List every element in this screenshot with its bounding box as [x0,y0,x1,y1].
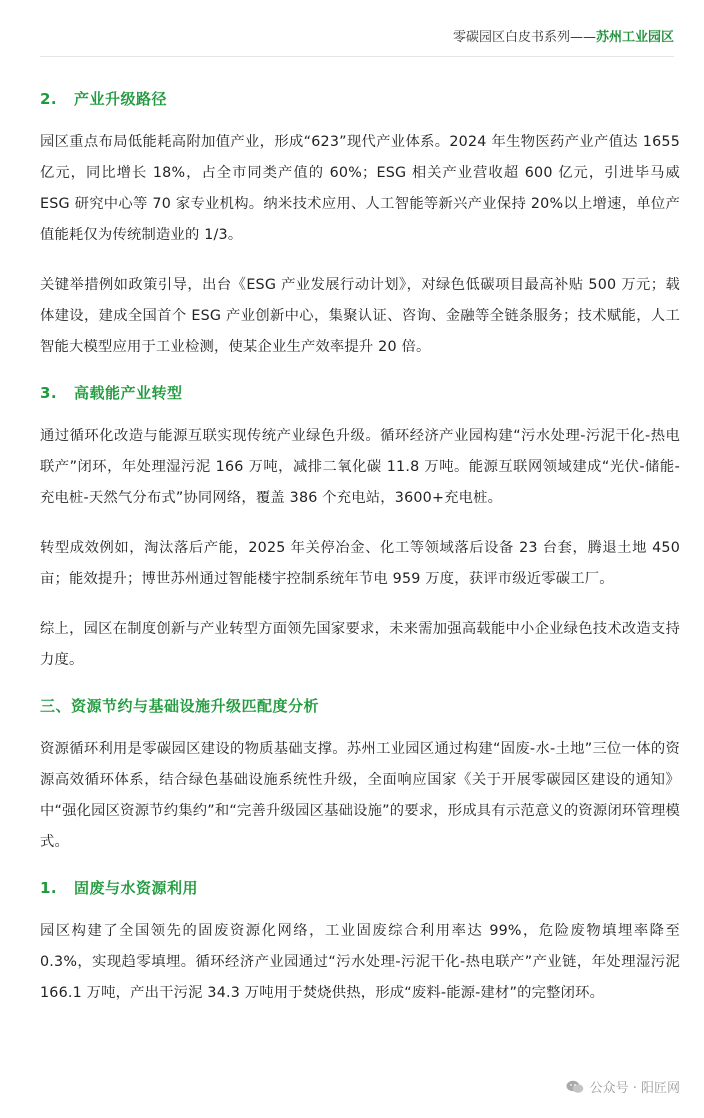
paragraph: 转型成效例如，淘汰落后产能，2025 年关停冶金、化工等领域落后设备 23 台套，腾退土地 450 亩；能效提升；博世苏州通过智能楼宇控制系统年节电 959 万度，获评市级近零碳工厂。 [40,540,680,587]
heading-industry-upgrade: 2. 产业升级路径 [40,90,168,108]
document-body [40,88,680,1028]
header-series: 零碳园区白皮书系列—— [452,30,596,45]
header-highlight: 苏州工业园区 [595,30,674,45]
paragraph: 园区重点布局低能耗高附加值产业，形成“623”现代产业体系。2024 年生物医药产业产值达 1655 亿元，同比增长 18%，占全市同类产值的 60%；ESG 相关产业营收超 600 亿元，引进毕马威 ESG 研究中心等 70 家专业机构。纳米技术应用、人工智能等新兴产业保持 20%以上增速，单位产值能耗仅为传统制造业的 1/3。 [40,134,680,243]
wechat-icon [566,1080,584,1094]
paragraph: 通过循环化改造与能源互联实现传统产业绿色升级。循环经济产业园构建“污水处理-污泥干化-热电联产”闭环，年处理湿污泥 166 万吨，减排二氧化碳 11.8 万吨。能源互联网领域建成“光伏-储能-充电桩-天然气分布式”协同网络，覆盖 386 个充电站，3600+充电桩。 [40,428,680,506]
paragraph: 综上，园区在制度创新与产业转型方面领先国家要求，未来需加强高载能中小企业绿色技术改造支持力度。 [40,621,680,668]
paragraph: 园区构建了全国领先的固废资源化网络，工业固废综合利用率达 99%，危险废物填埋率降至 0.3%，实现趋零填埋。循环经济产业园通过“污水处理-污泥干化-热电联产”产业链，年处理湿污泥 166.1 万吨，产出干污泥 34.3 万吨用于焚烧供热，形成“废料-能源-建材”的完整闭环。 [40,923,680,1001]
paragraph: 资源循环利用是零碳园区建设的物质基础支撑。苏州工业园区通过构建“固废-水-土地”三位一体的资源高效循环体系，结合绿色基础设施系统性升级，全面响应国家《关于开展零碳园区建设的通知》中“强化园区资源节约集约”和“完善升级园区基础设施”的要求，形成具有示范意义的资源闭环管理模式。 [40,741,680,850]
watermark-text: 公众号 · 阳匠网 [589,1081,680,1096]
watermark [566,1077,680,1096]
heading-solid-waste-water: 1. 固废与水资源利用 [40,879,199,897]
page-header [453,26,674,45]
paragraph: 关键举措例如政策引导，出台《ESG 产业发展行动计划》，对绿色低碳项目最高补贴 500 万元；载体建设，建成全国首个 ESG 产业创新中心，集聚认证、咨询、金融等全链条服务；技术赋能，人工智能大模型应用于工业检测，使某企业生产效率提升 20 倍。 [40,277,680,355]
heading-high-energy-transition: 3. 高载能产业转型 [40,384,183,402]
header-divider [40,56,674,57]
heading-resource-infrastructure: 三、资源节约与基础设施升级匹配度分析 [40,697,320,715]
